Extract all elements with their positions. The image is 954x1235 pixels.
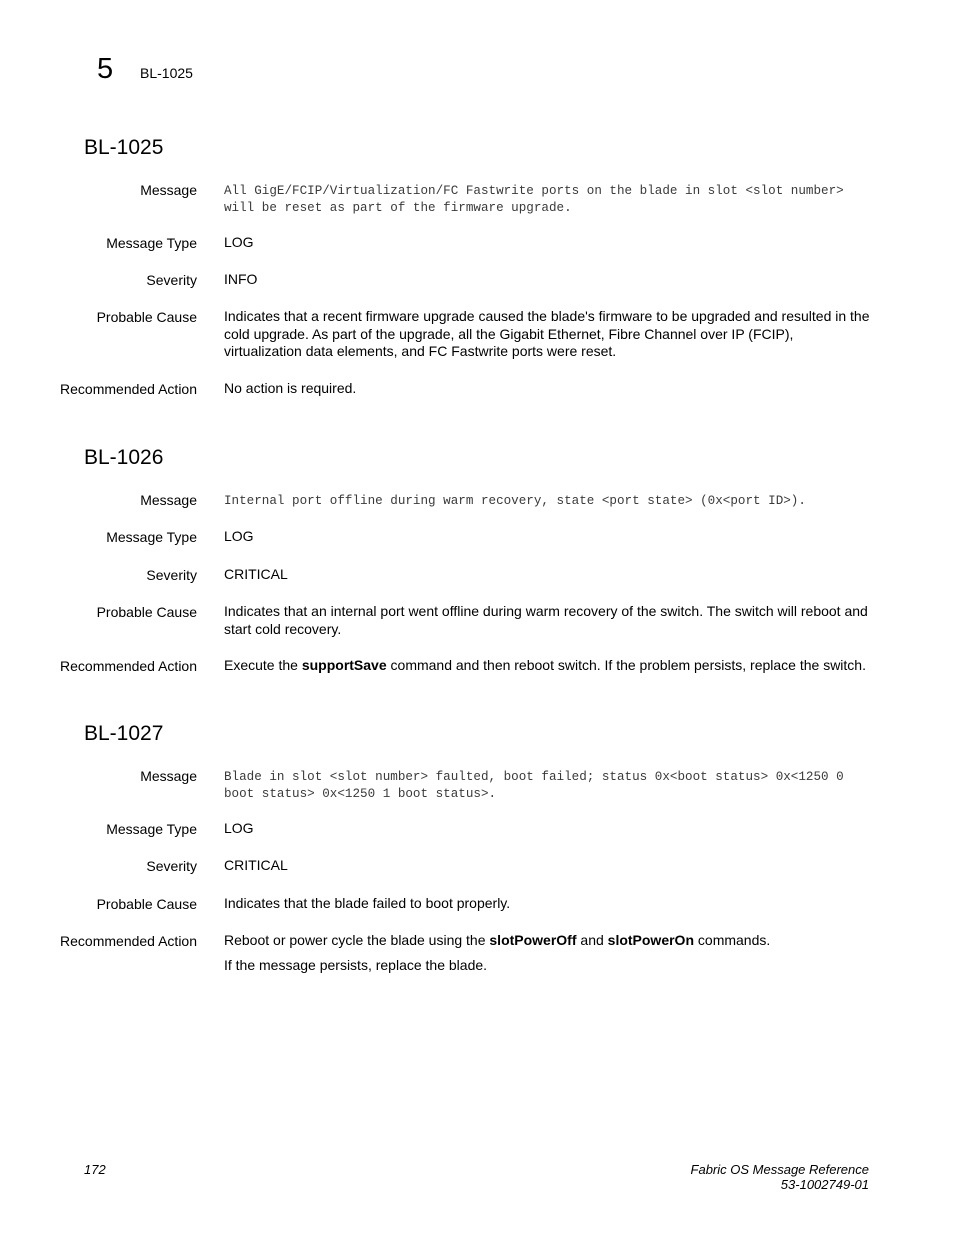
command-name-slotpoweron: slotPowerOn: [607, 932, 695, 948]
action-text-post: commands.: [694, 932, 771, 948]
recommended-action-label: Recommended Action: [60, 381, 197, 397]
action-line-1: [224, 932, 872, 950]
section-title: BL-1026: [84, 446, 164, 469]
probable-cause-label: Probable Cause: [96, 309, 197, 325]
probable-cause-text: Indicates that a recent firmware upgrade caused the blade's firmware to be upgraded and resulted in the cold upgrade. As part of the upgrade, all the Gigabit Ethernet, Fibre Channel over IP (FCIP), virtualization data elements, and FC Fastwrite ports were reset.: [224, 308, 870, 359]
severity-value: CRITICAL: [224, 857, 288, 873]
section-title: BL-1027: [84, 722, 164, 745]
probable-cause-label: Probable Cause: [96, 604, 197, 620]
probable-cause-text: Indicates that the blade failed to boot properly.: [224, 895, 511, 911]
action-text-pre: Reboot or power cycle the blade using the: [224, 932, 490, 948]
severity-value: CRITICAL: [224, 566, 288, 582]
message-text: Blade in slot <slot number> faulted, boot failed; status 0x<boot status> 0x<1250 0 boot status> 0x<1250 1 boot status>.: [224, 770, 844, 801]
severity-label: Severity: [146, 272, 197, 288]
page-header: [0, 0, 954, 100]
recommended-action-label: Recommended Action: [60, 658, 197, 674]
severity-value: INFO: [224, 271, 258, 287]
doc-number: 53-1002749-01: [780, 1177, 869, 1192]
message-type-label: Message Type: [106, 235, 197, 251]
command-name: supportSave: [301, 657, 387, 673]
running-header-label: BL-1025: [140, 65, 193, 81]
message-label: Message: [140, 768, 197, 784]
recommended-action-text: [224, 657, 872, 675]
message-type-label: Message Type: [106, 529, 197, 545]
message-type-label: Message Type: [106, 821, 197, 837]
message-label: Message: [140, 492, 197, 508]
page-number: 172: [84, 1162, 106, 1177]
action-line-2: If the message persists, replace the blade.: [224, 956, 488, 973]
message-text: Internal port offline during warm recovery, state <port state> (0x<port ID>).: [224, 494, 806, 508]
action-text-post: command and then reboot switch. If the problem persists, replace the switch.: [386, 657, 866, 673]
message-type-value: LOG: [224, 234, 254, 250]
recommended-action-text: [224, 932, 872, 974]
message-type-value: LOG: [224, 820, 254, 836]
chapter-number: 5: [97, 53, 114, 85]
section-title: BL-1025: [84, 136, 164, 159]
doc-title: Fabric OS Message Reference: [690, 1162, 869, 1177]
severity-label: Severity: [146, 858, 197, 874]
footer-doc-info: [691, 1162, 869, 1192]
message-type-value: LOG: [224, 528, 254, 544]
action-text-mid: and: [576, 932, 608, 948]
probable-cause-label: Probable Cause: [96, 896, 197, 912]
recommended-action-label: Recommended Action: [60, 933, 197, 949]
recommended-action-text: No action is required.: [224, 380, 357, 396]
message-label: Message: [140, 182, 197, 198]
severity-label: Severity: [146, 567, 197, 583]
message-text: All GigE/FCIP/Virtualization/FC Fastwrite ports on the blade in slot <slot number> will be reset as part of the firmware upgrade.: [224, 184, 844, 215]
action-text-pre: Execute the: [224, 657, 302, 673]
command-name-slotpoweroff: slotPowerOff: [489, 932, 577, 948]
probable-cause-text: Indicates that an internal port went offline during warm recovery of the switch. The switch will reboot and start cold recovery.: [224, 603, 868, 637]
